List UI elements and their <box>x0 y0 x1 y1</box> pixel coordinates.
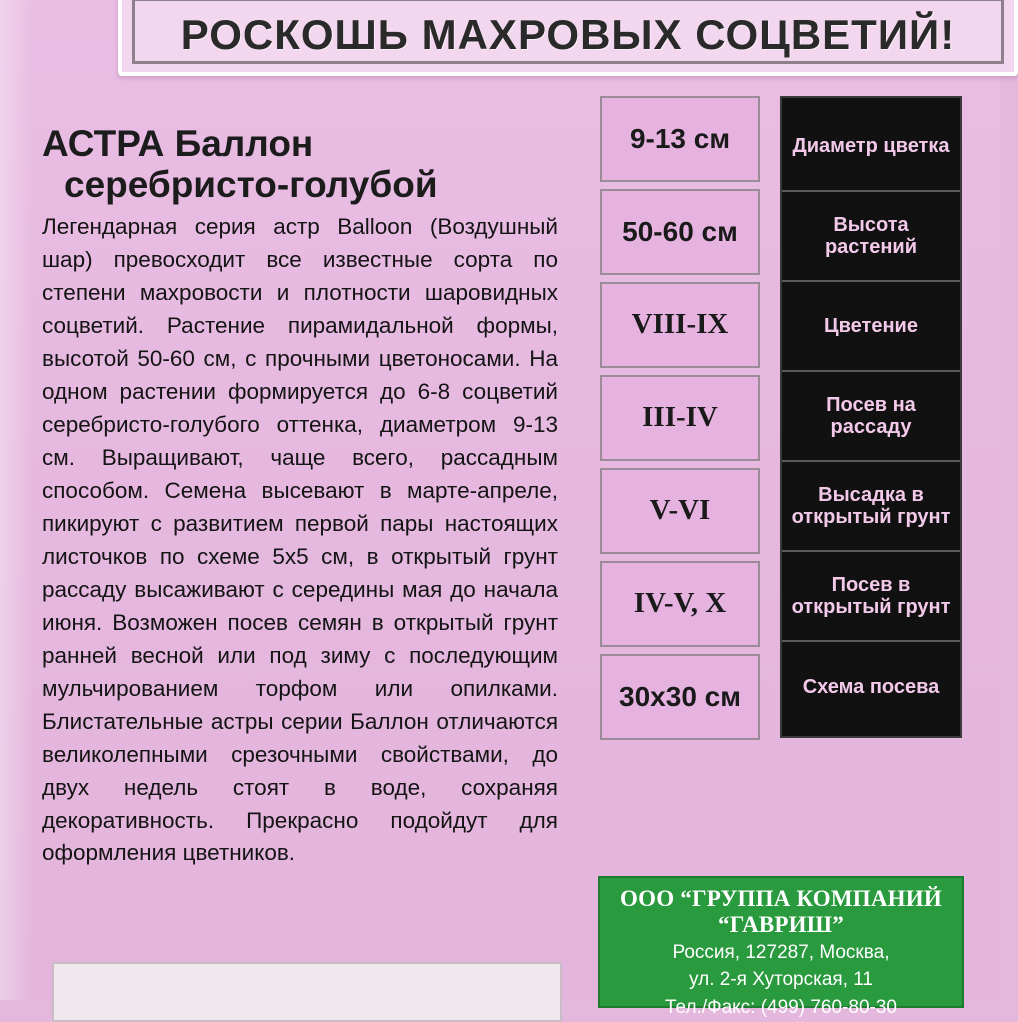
spec-value-diameter <box>600 96 760 182</box>
header-banner-frame <box>132 0 1004 64</box>
spec-value-text: 30х30 см <box>619 680 741 712</box>
spec-value-text: III-IV <box>642 401 718 434</box>
spec-label-flowering: Цветение <box>782 282 960 372</box>
header-banner-text: РОСКОШЬ МАХРОВЫХ СОЦВЕТИЙ! <box>180 11 956 58</box>
company-address-line1: Россия, 127287, Москва, <box>672 941 890 963</box>
company-address-line2: ул. 2-я Хуторская, 11 <box>689 969 873 991</box>
spec-value-text: 9-13 см <box>629 122 731 154</box>
spec-label-diameter: Диаметр цветка <box>782 102 960 192</box>
spec-labels-column <box>780 96 962 738</box>
spec-value-sowing-seedlings <box>600 375 760 461</box>
spec-values-column <box>600 96 760 740</box>
spec-value-sowing-open-ground <box>600 561 760 647</box>
spec-value-text: 50-60 см <box>622 215 738 247</box>
page-title-line1: АСТРА Баллон <box>42 123 314 164</box>
company-info-block <box>598 876 964 1018</box>
spec-value-height <box>600 189 760 275</box>
spec-label-planting-open-ground: Высадка в открытый грунт <box>782 462 960 552</box>
spec-value-text: IV-V, X <box>633 587 727 620</box>
page-title <box>42 124 562 205</box>
spec-label-sowing-open-ground: Посев в открытый грунт <box>782 552 960 642</box>
spec-value-flowering <box>600 282 760 368</box>
spec-value-text: V-VI <box>649 494 711 527</box>
description-column <box>42 124 562 870</box>
spec-label-sowing-seedlings: Посев на рассаду <box>782 372 960 462</box>
page-title-line2: серебристо-голубой <box>64 163 438 205</box>
spec-label-height: Высота растений <box>782 192 960 282</box>
spec-value-planting-scheme <box>600 654 760 740</box>
spec-value-text: VIII-IX <box>631 308 729 341</box>
spec-label-planting-scheme: Схема посева <box>802 675 940 698</box>
company-name-line1: ООО “ГРУППА КОМПАНИЙ <box>620 886 942 911</box>
company-name-line2: “ГАВРИШ” <box>718 911 844 937</box>
bottom-info-box <box>52 962 562 1022</box>
company-phone: Тел./Факс: (499) 760-80-30 <box>665 996 897 1018</box>
header-banner <box>118 0 1018 76</box>
product-description: Легендарная серия астр Balloon (Воздушный шар) превосходит все известные сорта по степени махровости и плотности шаровидных соцветий. Растение пирамидальной формы, высотой 50-60 см, с прочными цветоносами. На одном растении формируется до 6-8 соцветий серебристо-голубого оттенка, диаметром 9-13 см. Выращивают, чаще всего, рассадным способом. Семена высевают в марте-апреле, пикируют с развитием первой пары настоящих листочков по схеме 5х5 см, в открытый грунт рассаду высаживают с середины мая до начала июня. Возможен посев семян в открытый грунт ранней весной или под зиму с последующим мульчированием торфом или опилками. Блистательные астры серии Баллон отличаются великолепными срезочными свойствами, до двух недель стоят в воде, сохраняя декоративность. Прекрасно подойдут для оформления цветников. <box>42 214 558 866</box>
spec-value-planting-open-ground <box>600 468 760 554</box>
